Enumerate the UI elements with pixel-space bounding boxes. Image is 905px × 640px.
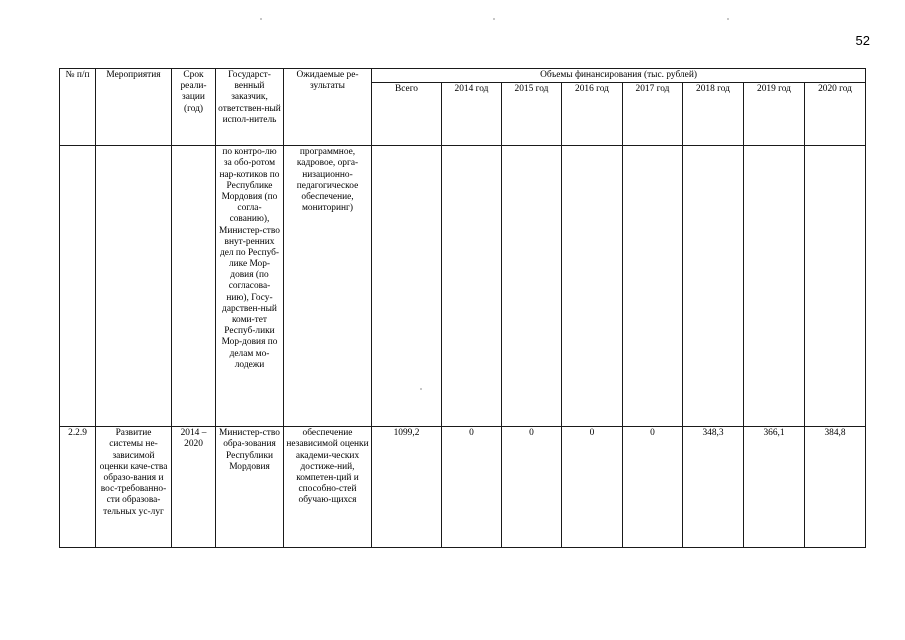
header-term: Срок реали-зации (год) [172,69,216,146]
header-year-2016: 2016 год [562,83,623,146]
cell-results: обеспечение независимой оценки академи-ческих достиже-ний, компетен-ций и способно-стей обучаю-щихся [284,427,372,548]
cell-year [442,146,502,427]
table-header-row [60,69,866,83]
header-year-2020: 2020 год [805,83,866,146]
cell-term [172,146,216,427]
cell-value-2019: 366,1 [744,427,805,548]
cell-total [372,146,442,427]
cell-results: программное, кадровое, орга-низационно-педагогическое обеспечение, мониторинг) [284,146,372,427]
funding-table [59,68,866,548]
cell-customer: Министер-ство обра-зования Республики Мордовия [216,427,284,548]
cell-year [744,146,805,427]
header-year-2018: 2018 год [683,83,744,146]
scan-speck [493,18,495,20]
cell-year [502,146,562,427]
scan-speck [260,18,262,20]
cell-event: Развитие системы не-зависимой оценки каче-ства образо-вания и вос-требованно-сти образова-тельных ус-луг [96,427,172,548]
cell-year [562,146,623,427]
cell-term: 2014 – 2020 [172,427,216,548]
cell-year [805,146,866,427]
header-customer: Государст-венный заказчик, ответствен-ный испол-нитель [216,69,284,146]
header-number: № п/п [60,69,96,146]
header-total: Всего [372,83,442,146]
cell-value-2016: 0 [562,427,623,548]
header-results: Ожидаемые ре-зультаты [284,69,372,146]
cell-value-2020: 384,8 [805,427,866,548]
table-row-2-2-9 [60,427,866,548]
cell-total: 1099,2 [372,427,442,548]
header-year-2015: 2015 год [502,83,562,146]
cell-year [623,146,683,427]
header-year-2014: 2014 год [442,83,502,146]
header-year-2017: 2017 год [623,83,683,146]
scan-speck [727,18,729,20]
header-year-2019: 2019 год [744,83,805,146]
cell-value-2015: 0 [502,427,562,548]
cell-value-2017: 0 [623,427,683,548]
header-event: Мероприятия [96,69,172,146]
page-number: 52 [855,33,870,48]
cell-year [683,146,744,427]
cell-number [60,146,96,427]
header-funding-group: Объемы финансирования (тыс. рублей) [372,69,866,83]
cell-value-2014: 0 [442,427,502,548]
cell-number: 2.2.9 [60,427,96,548]
cell-event [96,146,172,427]
cell-value-2018: 348,3 [683,427,744,548]
cell-customer: по контро-лю за обо-ротом нар-котиков по Республике Мордовия (по согла-сованию), Министер-ство внут-ренних дел по Респуб-лике Мор-довия (по согласова-нию), Госу-дарствен-ный коми-тет Респуб-лики Мор-довия по делам мо-лодежи [216,146,284,427]
table-row-continuation [60,146,866,427]
